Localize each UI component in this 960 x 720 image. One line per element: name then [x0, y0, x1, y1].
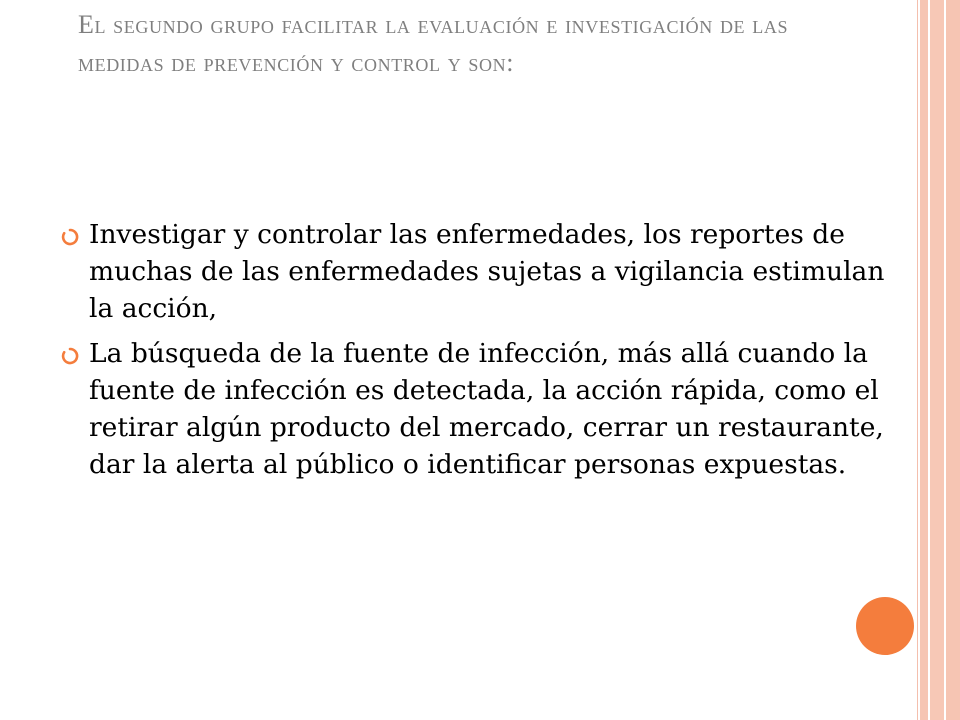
- decorative-stripe: [920, 0, 928, 720]
- decorative-stripe: [946, 0, 960, 720]
- decorative-circle: [856, 597, 914, 655]
- ring-bullet-icon: [61, 347, 79, 365]
- ring-bullet-icon: [61, 228, 79, 246]
- bullet-list: [60, 216, 910, 491]
- decorative-stripe: [917, 0, 918, 720]
- decorative-stripe: [930, 0, 944, 720]
- bullet-text: Investigar y controlar las enfermedades, los reportes de muchas de las enfermedades sujetas a vigilancia estimulan la acción,: [89, 219, 885, 324]
- slide-title: El segundo grupo facilitar la evaluación e investigación de las medidas de prevención y control y son:: [78, 10, 789, 77]
- bullet-item: [60, 335, 910, 483]
- bullet-text: La búsqueda de la fuente de infección, más allá cuando la fuente de infección es detectada, la acción rápida, como el retirar algún producto del mercado, cerrar un restaurante, dar la alerta al público o identificar personas expuestas.: [89, 338, 884, 480]
- bullet-item: [60, 216, 910, 327]
